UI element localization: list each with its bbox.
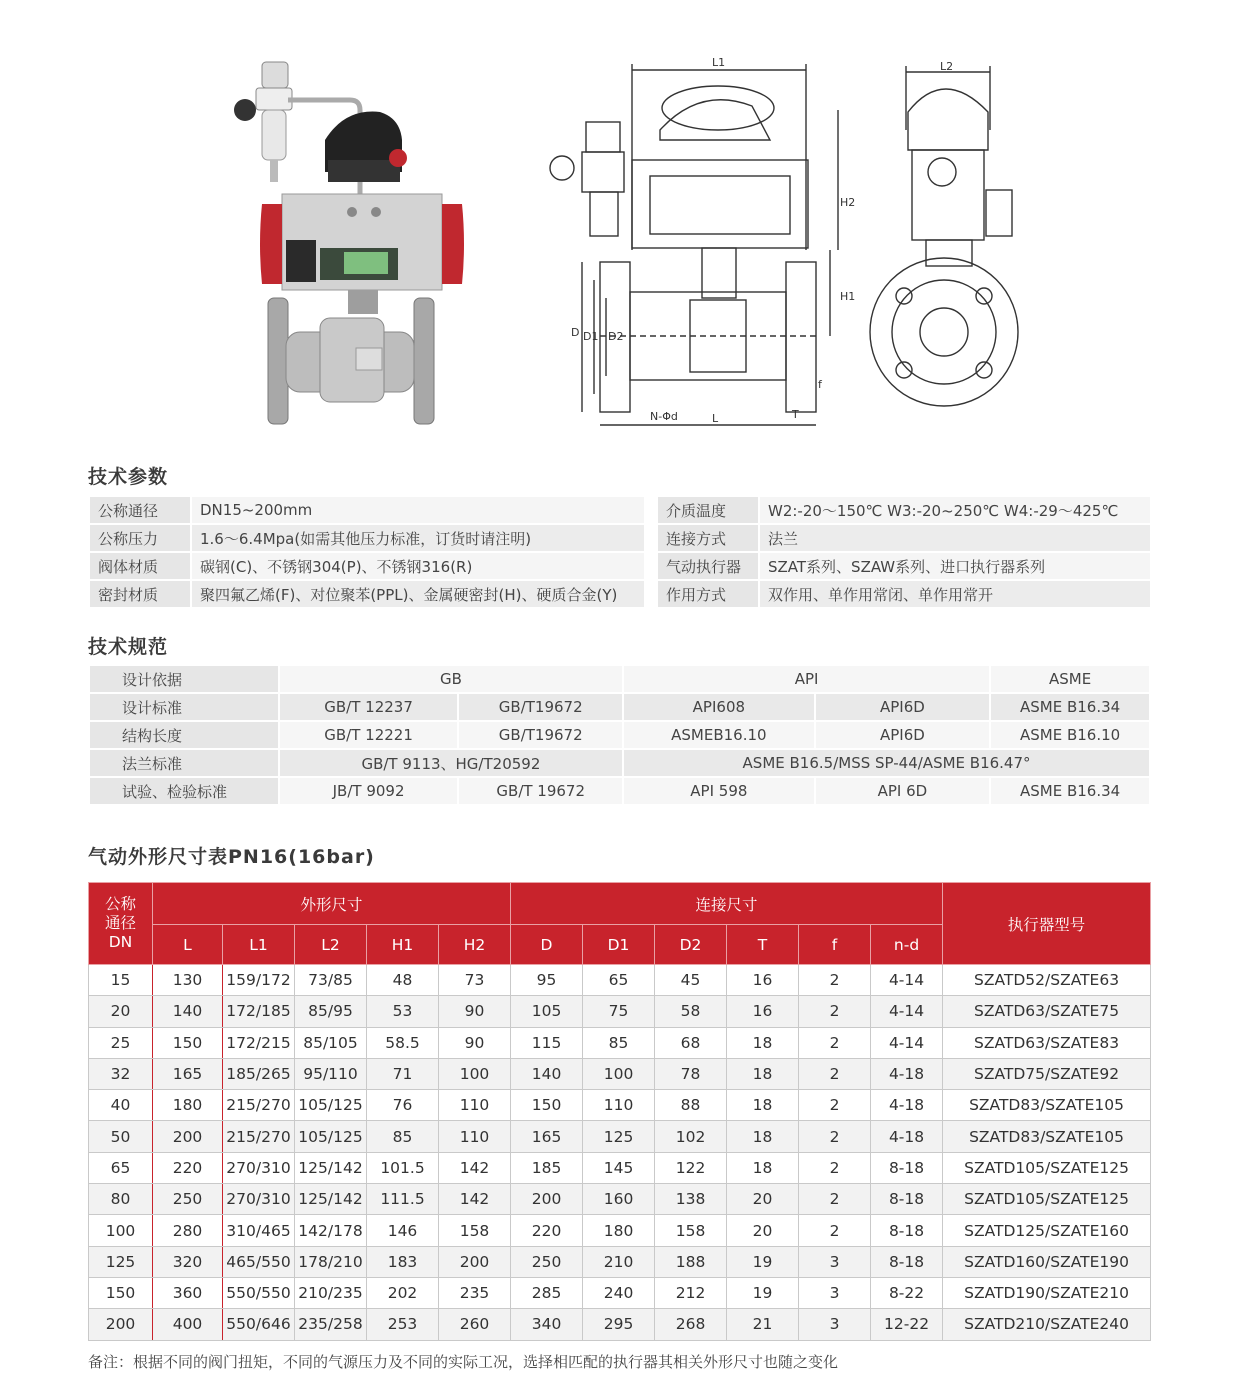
dim-cell: 3 (799, 1277, 871, 1308)
dn-cell: 20 (89, 996, 153, 1027)
dim-cell: 250 (153, 1184, 223, 1215)
label-D2: D2 (608, 330, 624, 343)
dim-cell: 73 (439, 965, 511, 996)
dim-cell: 150 (511, 1090, 583, 1121)
dim-cell: 212 (655, 1277, 727, 1308)
actuator-model-cell: SZATD105/SZATE125 (943, 1152, 1151, 1183)
dim-cell: 188 (655, 1246, 727, 1277)
spec-cell: ASME B16.5/MSS SP-44/ASME B16.47° (623, 749, 1150, 777)
header-col: L2 (295, 925, 367, 965)
front-view-drawing (550, 64, 838, 425)
dim-cell: 159/172 (223, 965, 295, 996)
param-key: 介质温度 (657, 496, 759, 524)
param-key: 连接方式 (657, 524, 759, 552)
param-key: 作用方式 (657, 580, 759, 608)
dn-cell: 65 (89, 1152, 153, 1183)
table-row (89, 1184, 1151, 1215)
dim-cell: 235/258 (295, 1309, 367, 1340)
dim-cell: 210 (583, 1246, 655, 1277)
spec-header-gb: GB (279, 665, 623, 693)
dim-cell: 85 (367, 1121, 439, 1152)
dim-cell: 76 (367, 1090, 439, 1121)
dim-cell: 172/185 (223, 996, 295, 1027)
dim-cell: 102 (655, 1121, 727, 1152)
dim-cell: 18 (727, 1090, 799, 1121)
header-col: L1 (223, 925, 295, 965)
param-value: SZAT系列、SZAW系列、进口执行器系列 (759, 552, 1151, 580)
dim-table-title: 气动外形尺寸表PN16(16bar) (88, 846, 375, 868)
dim-cell: 2 (799, 965, 871, 996)
dim-cell: 2 (799, 1215, 871, 1246)
dim-cell: 115 (511, 1027, 583, 1058)
dim-cell: 183 (367, 1246, 439, 1277)
dim-cell: 58.5 (367, 1027, 439, 1058)
dim-cell: 142 (439, 1152, 511, 1183)
table-row (657, 524, 1151, 552)
spec-cell: API 598 (623, 777, 815, 805)
actuator-model-cell: SZATD105/SZATE125 (943, 1184, 1151, 1215)
tech-params-title: 技术参数 (88, 466, 169, 488)
dim-cell: 320 (153, 1246, 223, 1277)
spec-cell: GB/T 19672 (458, 777, 623, 805)
dim-cell: 125 (583, 1121, 655, 1152)
dim-cell: 85 (583, 1027, 655, 1058)
actuator-model-cell: SZATD83/SZATE105 (943, 1121, 1151, 1152)
dim-cell: 125/142 (295, 1152, 367, 1183)
dim-cell: 4-14 (871, 996, 943, 1027)
dn-cell: 40 (89, 1090, 153, 1121)
dim-cell: 200 (439, 1246, 511, 1277)
spec-label: 设计依据 (89, 665, 279, 693)
table-row (89, 1152, 1151, 1183)
dim-cell: 215/270 (223, 1121, 295, 1152)
table-row (89, 524, 645, 552)
dim-cell: 2 (799, 1184, 871, 1215)
param-key: 密封材质 (89, 580, 191, 608)
dim-cell: 146 (367, 1215, 439, 1246)
table-row (657, 552, 1151, 580)
actuator-model-cell: SZATD75/SZATE92 (943, 1058, 1151, 1089)
dn-cell: 25 (89, 1027, 153, 1058)
spec-cell: API 6D (815, 777, 990, 805)
dn-cell: 32 (89, 1058, 153, 1089)
dim-cell: 110 (583, 1090, 655, 1121)
spec-cell: API6D (815, 721, 990, 749)
dim-cell: 2 (799, 996, 871, 1027)
dim-cell: 160 (583, 1184, 655, 1215)
label-D: D (571, 326, 580, 339)
dim-cell: 178/210 (295, 1246, 367, 1277)
dim-cell: 158 (439, 1215, 511, 1246)
param-value: 双作用、单作用常闭、单作用常开 (759, 580, 1151, 608)
tech-spec-title: 技术规范 (88, 636, 169, 658)
spec-cell: JB/T 9092 (279, 777, 459, 805)
dim-cell: 65 (583, 965, 655, 996)
dim-cell: 465/550 (223, 1246, 295, 1277)
dim-cell: 202 (367, 1277, 439, 1308)
dim-cell: 100 (583, 1058, 655, 1089)
param-key: 公称通径 (89, 496, 191, 524)
header-col: n-d (871, 925, 943, 965)
table-row (89, 996, 1151, 1027)
actuator-model-cell: SZATD160/SZATE190 (943, 1246, 1151, 1277)
dim-cell: 8-18 (871, 1152, 943, 1183)
dim-cell: 110 (439, 1121, 511, 1152)
param-value: DN15~200mm (191, 496, 645, 524)
param-key: 气动执行器 (657, 552, 759, 580)
dim-cell: 4-18 (871, 1058, 943, 1089)
table-row (89, 1277, 1151, 1308)
table-row (89, 1215, 1151, 1246)
dim-cell: 2 (799, 1121, 871, 1152)
tech-params-left-table (88, 495, 646, 609)
dim-cell: 90 (439, 996, 511, 1027)
dim-cell: 142/178 (295, 1215, 367, 1246)
dim-cell: 78 (655, 1058, 727, 1089)
header-outer-dims: 外形尺寸 (153, 883, 511, 925)
dim-cell: 2 (799, 1152, 871, 1183)
table-row (89, 965, 1151, 996)
dim-cell: 4-14 (871, 1027, 943, 1058)
header-col: f (799, 925, 871, 965)
dim-cell: 165 (153, 1058, 223, 1089)
dim-cell: 105/125 (295, 1090, 367, 1121)
dim-cell: 142 (439, 1184, 511, 1215)
dim-cell: 150 (153, 1027, 223, 1058)
valve-product-photo (234, 62, 464, 424)
dim-cell: 3 (799, 1309, 871, 1340)
side-view-drawing (870, 66, 1018, 406)
header-actuator-model: 执行器型号 (943, 883, 1151, 965)
dim-cell: 2 (799, 1058, 871, 1089)
dimension-table (88, 882, 1151, 1341)
dim-cell: 215/270 (223, 1090, 295, 1121)
dim-cell: 400 (153, 1309, 223, 1340)
spec-header-asme: ASME (990, 665, 1150, 693)
dim-cell: 185/265 (223, 1058, 295, 1089)
valve-figure-area (0, 0, 1244, 440)
dim-cell: 16 (727, 965, 799, 996)
dim-cell: 295 (583, 1309, 655, 1340)
header-col: H2 (439, 925, 511, 965)
actuator-model-cell: SZATD125/SZATE160 (943, 1215, 1151, 1246)
header-col: D (511, 925, 583, 965)
spec-cell: ASMEB16.10 (623, 721, 815, 749)
dn-cell: 150 (89, 1277, 153, 1308)
dim-cell: 71 (367, 1058, 439, 1089)
actuator-model-cell: SZATD52/SZATE63 (943, 965, 1151, 996)
dim-cell: 360 (153, 1277, 223, 1308)
dim-cell: 550/646 (223, 1309, 295, 1340)
dim-cell: 105/125 (295, 1121, 367, 1152)
spec-cell: GB/T 12237 (279, 693, 459, 721)
dim-cell: 85/105 (295, 1027, 367, 1058)
dim-cell: 3 (799, 1246, 871, 1277)
dim-cell: 130 (153, 965, 223, 996)
dim-cell: 58 (655, 996, 727, 1027)
header-col: D2 (655, 925, 727, 965)
dim-cell: 8-18 (871, 1246, 943, 1277)
label-H1: H1 (840, 290, 856, 303)
dim-cell: 75 (583, 996, 655, 1027)
dim-cell: 68 (655, 1027, 727, 1058)
table-row (89, 749, 1150, 777)
table-row (89, 496, 645, 524)
tech-spec-table (88, 664, 1151, 806)
dim-cell: 200 (153, 1121, 223, 1152)
dim-cell: 122 (655, 1152, 727, 1183)
dim-cell: 8-18 (871, 1184, 943, 1215)
spec-cell: GB/T19672 (458, 693, 623, 721)
spec-label: 结构长度 (89, 721, 279, 749)
dim-cell: 45 (655, 965, 727, 996)
dim-cell: 73/85 (295, 965, 367, 996)
dim-cell: 111.5 (367, 1184, 439, 1215)
table-row (89, 777, 1150, 805)
label-D1: D1 (583, 330, 599, 343)
spec-cell: GB/T 9113、HG/T20592 (279, 749, 623, 777)
label-H2: H2 (840, 196, 856, 209)
dim-cell: 105 (511, 996, 583, 1027)
table-row (89, 1246, 1151, 1277)
dim-cell: 550/550 (223, 1277, 295, 1308)
spec-label: 设计标准 (89, 693, 279, 721)
table-row (89, 1090, 1151, 1121)
param-value: 法兰 (759, 524, 1151, 552)
dim-cell: 19 (727, 1277, 799, 1308)
dim-cell: 110 (439, 1090, 511, 1121)
actuator-model-cell: SZATD210/SZATE240 (943, 1309, 1151, 1340)
actuator-model-cell: SZATD63/SZATE75 (943, 996, 1151, 1027)
dim-cell: 200 (511, 1184, 583, 1215)
header-col: L (153, 925, 223, 965)
dim-cell: 165 (511, 1121, 583, 1152)
dim-cell: 20 (727, 1184, 799, 1215)
dim-cell: 260 (439, 1309, 511, 1340)
param-value: 碳钢(C)、不锈钢304(P)、不锈钢316(R) (191, 552, 645, 580)
dim-cell: 210/235 (295, 1277, 367, 1308)
param-key: 阀体材质 (89, 552, 191, 580)
param-value: W2:-20～150℃ W3:-20~250℃ W4:-29～425℃ (759, 496, 1151, 524)
dim-cell: 19 (727, 1246, 799, 1277)
label-T: T (792, 408, 799, 421)
table-row (657, 580, 1151, 608)
dim-cell: 185 (511, 1152, 583, 1183)
dim-cell: 85/95 (295, 996, 367, 1027)
actuator-model-cell: SZATD190/SZATE210 (943, 1277, 1151, 1308)
dim-cell: 8-22 (871, 1277, 943, 1308)
label-L2: L2 (940, 60, 954, 73)
spec-label: 试验、检验标准 (89, 777, 279, 805)
dim-cell: 88 (655, 1090, 727, 1121)
dim-cell: 140 (153, 996, 223, 1027)
dim-cell: 270/310 (223, 1184, 295, 1215)
param-key: 公称压力 (89, 524, 191, 552)
dim-cell: 2 (799, 1090, 871, 1121)
dim-cell: 8-18 (871, 1215, 943, 1246)
dim-cell: 95 (511, 965, 583, 996)
dim-cell: 16 (727, 996, 799, 1027)
table-row (657, 496, 1151, 524)
dim-cell: 4-14 (871, 965, 943, 996)
dim-cell: 180 (153, 1090, 223, 1121)
param-value: 聚四氟乙烯(F)、对位聚苯(PPL)、金属硬密封(H)、硬质合金(Y) (191, 580, 645, 608)
dim-cell: 270/310 (223, 1152, 295, 1183)
dn-cell: 100 (89, 1215, 153, 1246)
dim-cell: 2 (799, 1027, 871, 1058)
actuator-model-cell: SZATD83/SZATE105 (943, 1090, 1151, 1121)
dim-cell: 100 (439, 1058, 511, 1089)
dim-cell: 18 (727, 1058, 799, 1089)
dim-cell: 235 (439, 1277, 511, 1308)
dim-cell: 4-18 (871, 1090, 943, 1121)
label-L: L (712, 412, 719, 425)
dim-cell: 280 (153, 1215, 223, 1246)
dim-cell: 240 (583, 1277, 655, 1308)
dim-cell: 268 (655, 1309, 727, 1340)
dim-cell: 172/215 (223, 1027, 295, 1058)
table-row (89, 580, 645, 608)
dn-cell: 15 (89, 965, 153, 996)
label-L1: L1 (712, 56, 726, 69)
dim-cell: 90 (439, 1027, 511, 1058)
table-row (89, 693, 1150, 721)
header-col: D1 (583, 925, 655, 965)
label-f: f (818, 378, 822, 391)
header-dn: 公称 通径 DN (89, 883, 153, 965)
dim-cell: 101.5 (367, 1152, 439, 1183)
tech-params-right-table (656, 495, 1152, 609)
dn-cell: 80 (89, 1184, 153, 1215)
dim-cell: 158 (655, 1215, 727, 1246)
footnote: 备注：根据不同的阀门扭矩，不同的气源压力及不同的实际工况，选择相匹配的执行器其相关外形尺寸也随之变化 (88, 1353, 839, 1371)
dim-cell: 340 (511, 1309, 583, 1340)
actuator-model-cell: SZATD63/SZATE83 (943, 1027, 1151, 1058)
dn-cell: 125 (89, 1246, 153, 1277)
spec-cell: ASME B16.10 (990, 721, 1150, 749)
dim-cell: 285 (511, 1277, 583, 1308)
dim-cell: 310/465 (223, 1215, 295, 1246)
spec-cell: GB/T 12221 (279, 721, 459, 749)
dn-cell: 50 (89, 1121, 153, 1152)
table-row (89, 1027, 1151, 1058)
header-col: T (727, 925, 799, 965)
spec-header-row (89, 665, 1150, 693)
spec-cell: ASME B16.34 (990, 777, 1150, 805)
param-value: 1.6～6.4Mpa(如需其他压力标准，订货时请注明) (191, 524, 645, 552)
dim-cell: 18 (727, 1121, 799, 1152)
label-nd: N-Φd (650, 410, 678, 423)
table-row (89, 552, 645, 580)
dim-cell: 21 (727, 1309, 799, 1340)
dim-cell: 20 (727, 1215, 799, 1246)
spec-cell: ASME B16.34 (990, 693, 1150, 721)
dim-cell: 4-18 (871, 1121, 943, 1152)
dim-cell: 48 (367, 965, 439, 996)
dim-cell: 220 (511, 1215, 583, 1246)
dim-cell: 12-22 (871, 1309, 943, 1340)
spec-cell: GB/T19672 (458, 721, 623, 749)
dim-cell: 125/142 (295, 1184, 367, 1215)
dim-cell: 180 (583, 1215, 655, 1246)
dn-cell: 200 (89, 1309, 153, 1340)
dim-cell: 138 (655, 1184, 727, 1215)
table-row (89, 1309, 1151, 1340)
dim-cell: 53 (367, 996, 439, 1027)
table-row (89, 1121, 1151, 1152)
dim-cell: 140 (511, 1058, 583, 1089)
table-row (89, 1058, 1151, 1089)
dim-cell: 95/110 (295, 1058, 367, 1089)
spec-cell: API608 (623, 693, 815, 721)
dim-cell: 253 (367, 1309, 439, 1340)
header-col: H1 (367, 925, 439, 965)
dim-cell: 18 (727, 1027, 799, 1058)
spec-header-api: API (623, 665, 990, 693)
dim-cell: 145 (583, 1152, 655, 1183)
dim-cell: 18 (727, 1152, 799, 1183)
dim-cell: 220 (153, 1152, 223, 1183)
dim-cell: 250 (511, 1246, 583, 1277)
header-conn-dims: 连接尺寸 (511, 883, 943, 925)
spec-label: 法兰标准 (89, 749, 279, 777)
spec-cell: API6D (815, 693, 990, 721)
table-row (89, 721, 1150, 749)
